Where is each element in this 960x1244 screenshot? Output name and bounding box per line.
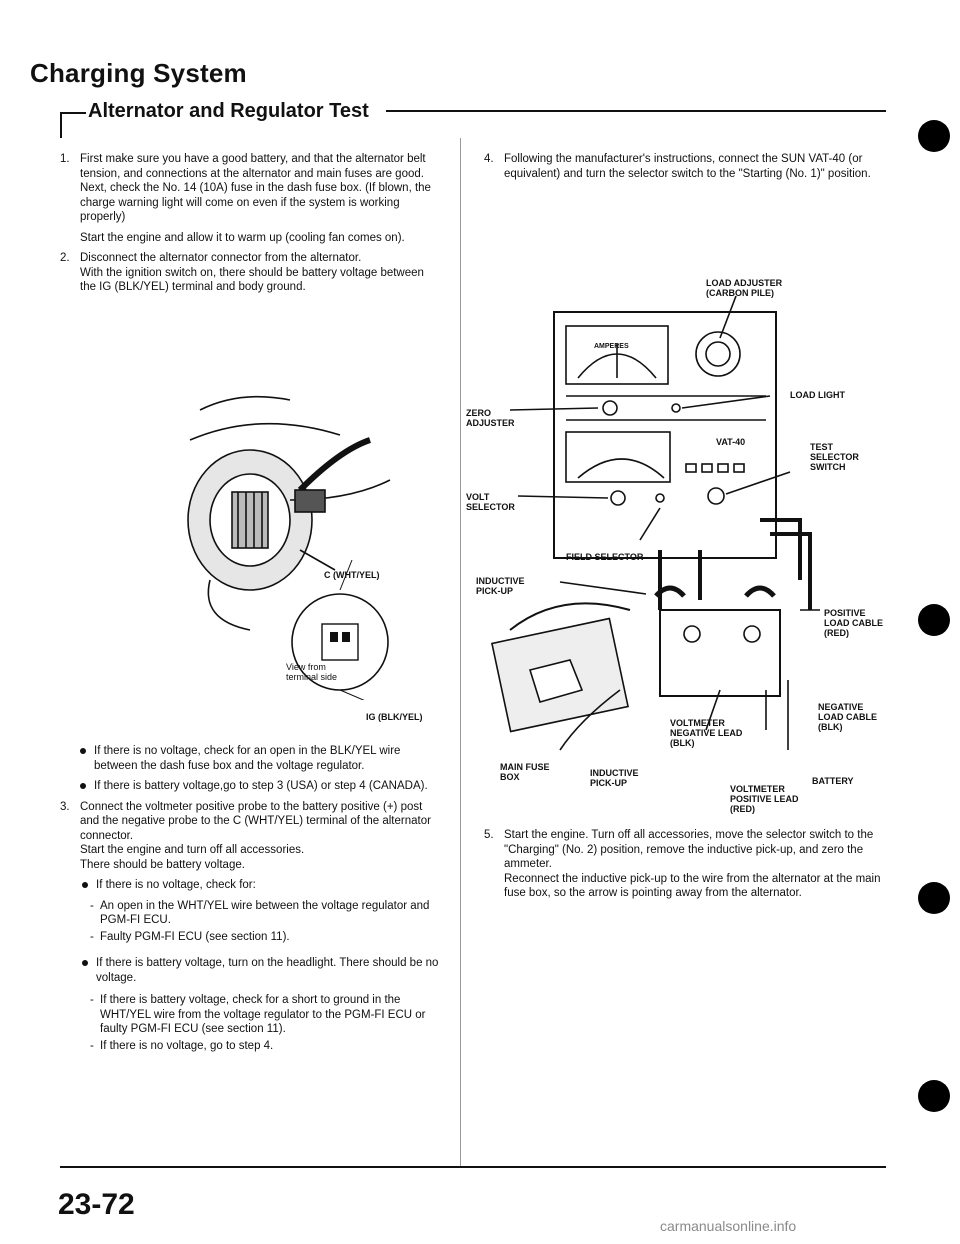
right-column-bottom [476,828,886,907]
step-text: Start the engine and allow it to warm up (cooling fan comes on). [80,231,405,244]
label-field-selector: FIELD SELECTOR [566,552,644,562]
section-rule-right [386,110,886,112]
footer-rule [60,1166,886,1168]
label-vat40: VAT-40 [716,437,746,447]
step-number: 5. [484,829,494,841]
column-divider [460,138,461,1166]
page-number: 23-72 [58,1188,135,1221]
watermark: carmanualsonline.info [660,1218,797,1234]
step-number: 3. [60,800,70,813]
step-number: 2. [60,252,70,264]
bullet-item: If there is battery voltage, turn on the headlight. There should be no voltage. [80,956,442,985]
registration-dot [918,882,950,914]
bullet-item: If there is no voltage, check for an open in the BLK/YEL wire between the dash fuse box and the voltage regulator. [78,744,442,773]
label-inductive-pickup-bottom: INDUCTIVE PICK-UP [590,768,639,788]
step-text: First make sure you have a good battery, and that the alternator belt tension, and connections at the alternator and main fuses are good. Next, check the No. 14 (10A) fuse in the dash fuse box. (If blown, the charge warning light will come on even if the system is working properly) [80,153,431,223]
section-title: Alternator and Regulator Test [88,100,369,122]
section-rule-tick [60,112,62,138]
step-number: 1. [60,153,70,165]
right-column-top [476,152,886,187]
step-text: Following the manufacturer's instructions, connect the SUN VAT-40 (or equivalent) and turn the selector switch to the "Starting (No. 1)" position. [504,153,871,180]
section-rule-left [60,112,86,114]
step-2 [52,251,442,295]
dash-item: - An open in the WHT/YEL wire between the voltage regulator and PGM-FI ECU. [90,899,442,928]
label-view-from: View from terminal side [286,662,338,682]
label-negative-cable: NEGATIVE LOAD CABLE (BLK) [818,702,877,732]
registration-dot [918,604,950,636]
label-volt-selector: VOLT SELECTOR [466,492,515,512]
label-main-fuse: MAIN FUSE BOX [500,762,550,782]
label-load-light: LOAD LIGHT [790,390,845,400]
step-text: Start the engine and turn off all accessories. [80,844,305,856]
step-4 [476,152,886,181]
dash-item: - If there is battery voltage, check for a short to ground in the WHT/YEL wire from the voltage regulator to the PGM-FI ECU or faulty PGM-FI ECU (see section 11). [90,993,442,1037]
step-3 [52,800,442,1054]
step-5 [476,828,886,901]
label-amperes: AMPERES [594,343,629,350]
label-ig-terminal: IG (BLK/YEL) [366,712,423,722]
step-text: Connect the voltmeter positive probe to the battery positive (+) post and the negative probe to the C (WHT/YEL) terminal of the alternator connector. [80,800,431,842]
registration-dot [918,120,950,152]
registration-dot [918,1080,950,1112]
page-title: Charging System [30,58,247,88]
step-text: Start the engine. Turn off all accessories, move the selector switch to the "Charging" (No. 2) position, remove the inductive pick-up, and zero the ammeter. [504,829,874,870]
dash-item: - If there is no voltage, go to step 4. [90,1039,442,1054]
step-text: There should be battery voltage. [80,858,245,871]
alternator-connector-figure [140,380,450,700]
label-zero-adjuster: ZERO ADJUSTER [466,408,515,428]
step-text: With the ignition switch on, there should be battery voltage between the IG (BLK/YEL) terminal and body ground. [80,266,424,293]
label-inductive-pickup-top: INDUCTIVE PICK-UP [476,576,525,596]
bullet-item: If there is battery voltage,go to step 3 (USA) or step 4 (CANADA). [78,779,442,794]
step-text: Disconnect the alternator connector from the alternator. [80,252,362,264]
left-column-lower [52,738,442,1059]
step-number: 4. [484,153,494,165]
left-column [52,152,442,301]
step-1 [52,152,442,245]
label-vm-positive: VOLTMETER POSITIVE LEAD (RED) [730,784,799,814]
label-load-adjuster: LOAD ADJUSTER (CARBON PILE) [706,278,783,298]
dash-item: - Faulty PGM-FI ECU (see section 11). [90,930,442,945]
label-battery: BATTERY [812,776,854,786]
step-2-bullets [52,744,442,794]
label-positive-cable: POSITIVE LOAD CABLE (RED) [824,608,883,638]
label-c-terminal: C (WHT/YEL) [324,570,380,580]
label-test-selector: TEST SELECTOR SWITCH [810,442,859,472]
bullet-item: If there is no voltage, check for: [80,878,442,893]
step-text: Reconnect the inductive pick-up to the wire from the alternator at the main fuse box, so the arrow is pointing away from the alternator. [504,872,881,899]
label-vm-negative: VOLTMETER NEGATIVE LEAD (BLK) [670,718,743,748]
